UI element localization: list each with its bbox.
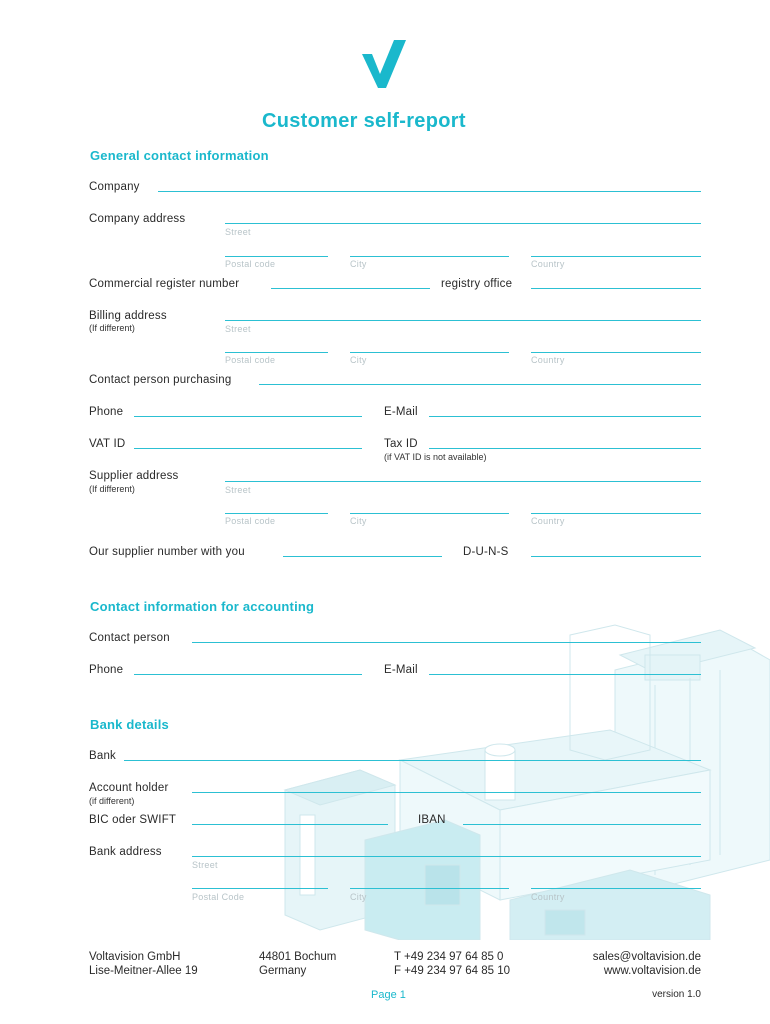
tax-id-note: (if VAT ID is not available) — [384, 452, 487, 462]
postal-hint: Postal code — [225, 259, 276, 269]
street-hint: Street — [192, 860, 218, 870]
bic-field[interactable] — [192, 824, 388, 825]
city-hint: City — [350, 355, 367, 365]
footer-email[interactable]: sales@voltavision.de — [592, 951, 701, 963]
footer-country: Germany — [259, 965, 307, 977]
supplier-number-field[interactable] — [283, 556, 442, 557]
account-holder-if-different: (if different) — [89, 796, 135, 806]
phone-field[interactable] — [134, 416, 362, 417]
billing-country-field[interactable] — [531, 352, 701, 353]
supplier-country-field[interactable] — [531, 513, 701, 514]
accounting-email-label: E-Mail — [384, 664, 418, 676]
accounting-email-field[interactable] — [429, 674, 701, 675]
bank-address-label: Bank address — [89, 846, 162, 858]
bank-label: Bank — [89, 750, 117, 762]
company-city-field[interactable] — [350, 256, 509, 257]
city-hint: City — [350, 892, 367, 902]
equipment-illustration — [280, 610, 770, 940]
accounting-phone-label: Phone — [89, 664, 124, 676]
footer-street: Lise-Meitner-Allee 19 — [89, 965, 198, 977]
street-hint: Street — [225, 227, 251, 237]
email-label: E-Mail — [384, 406, 418, 418]
company-street-field[interactable] — [225, 223, 701, 224]
supplier-city-field[interactable] — [350, 513, 509, 514]
email-field[interactable] — [429, 416, 701, 417]
bank-postal-field[interactable] — [192, 888, 328, 889]
account-holder-label: Account holder — [89, 782, 169, 794]
accounting-contact-label: Contact person — [89, 632, 170, 644]
billing-if-different: (If different) — [89, 323, 135, 333]
tax-id-field[interactable] — [429, 448, 701, 449]
accounting-contact-field[interactable] — [192, 642, 701, 643]
bank-city-field[interactable] — [350, 888, 509, 889]
billing-postal-field[interactable] — [225, 352, 328, 353]
city-hint: City — [350, 516, 367, 526]
bic-label: BIC oder SWIFT — [89, 814, 177, 826]
iban-label: IBAN — [418, 814, 446, 826]
tax-id-label: Tax ID — [384, 438, 418, 450]
footer-fax: F +49 234 97 64 85 10 — [394, 965, 511, 977]
company-field[interactable] — [158, 191, 701, 192]
version: version 1.0 — [652, 989, 701, 1000]
footer-phone: T +49 234 97 64 85 0 — [394, 951, 504, 963]
supplier-address-label: Supplier address — [89, 470, 179, 482]
page-number: Page 1 — [371, 989, 406, 1001]
duns-field[interactable] — [531, 556, 701, 557]
city-hint: City — [350, 259, 367, 269]
register-number-label: Commercial register number — [89, 278, 240, 290]
street-hint: Street — [225, 324, 251, 334]
postal-hint: Postal code — [225, 516, 276, 526]
country-hint: Country — [531, 516, 565, 526]
company-postal-field[interactable] — [225, 256, 328, 257]
company-label: Company — [89, 181, 140, 193]
country-hint: Country — [531, 259, 565, 269]
registry-office-label: registry office — [441, 278, 513, 290]
vat-id-field[interactable] — [134, 448, 362, 449]
supplier-if-different: (If different) — [89, 484, 135, 494]
registry-office-field[interactable] — [531, 288, 701, 289]
footer-city: 44801 Bochum — [259, 951, 337, 963]
section-general: General contact information — [90, 148, 269, 163]
page-title: Customer self-report — [262, 110, 466, 132]
supplier-postal-field[interactable] — [225, 513, 328, 514]
section-bank: Bank details — [90, 717, 169, 732]
duns-label: D-U-N-S — [463, 546, 509, 558]
company-country-field[interactable] — [531, 256, 701, 257]
street-hint: Street — [225, 485, 251, 495]
contact-purchasing-field[interactable] — [259, 384, 701, 385]
billing-city-field[interactable] — [350, 352, 509, 353]
company-address-label: Company address — [89, 213, 186, 225]
billing-street-field[interactable] — [225, 320, 701, 321]
country-hint: Country — [531, 892, 565, 902]
supplier-number-label: Our supplier number with you — [89, 546, 245, 558]
accounting-phone-field[interactable] — [134, 674, 362, 675]
bank-country-field[interactable] — [531, 888, 701, 889]
account-holder-field[interactable] — [192, 792, 701, 793]
voltavision-logo — [362, 40, 408, 90]
country-hint: Country — [531, 355, 565, 365]
postal-hint: Postal Code — [192, 892, 245, 902]
iban-field[interactable] — [463, 824, 701, 825]
contact-purchasing-label: Contact person purchasing — [89, 374, 232, 386]
supplier-street-field[interactable] — [225, 481, 701, 482]
billing-address-label: Billing address — [89, 310, 167, 322]
postal-hint: Postal code — [225, 355, 276, 365]
bank-street-field[interactable] — [192, 856, 701, 857]
bank-field[interactable] — [124, 760, 701, 761]
phone-label: Phone — [89, 406, 124, 418]
vat-id-label: VAT ID — [89, 438, 126, 450]
footer-company: Voltavision GmbH — [89, 951, 181, 963]
register-number-field[interactable] — [271, 288, 430, 289]
section-accounting: Contact information for accounting — [90, 599, 315, 614]
footer-web[interactable]: www.voltavision.de — [603, 965, 701, 977]
